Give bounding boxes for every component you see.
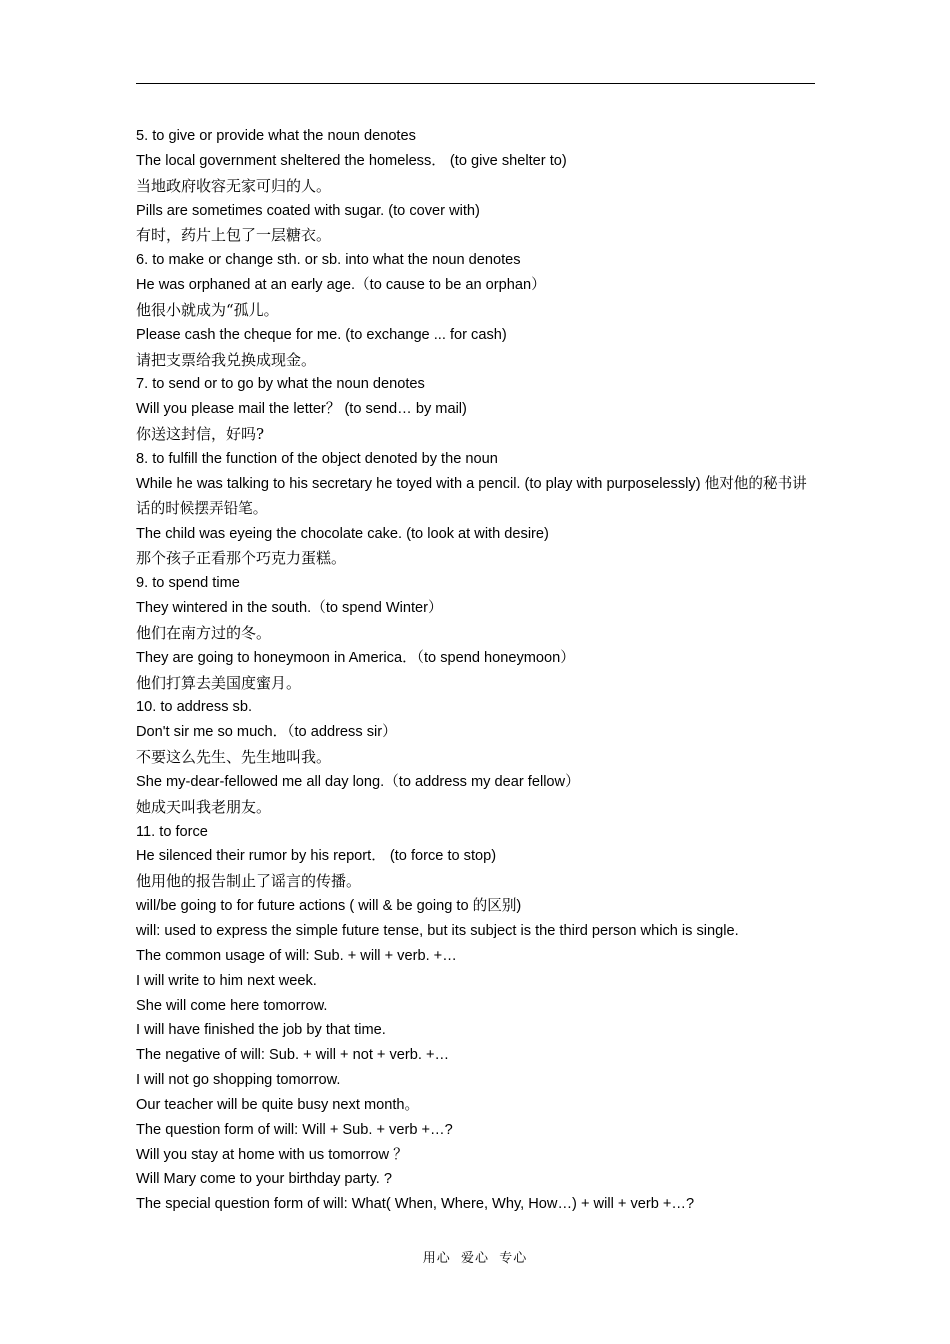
text-line: While he was talking to his secretary he toyed with a pencil. (to play with purposelessly) 他对他的秘书讲话的时候摆弄铅笔。 xyxy=(136,475,807,517)
section-heading: 9. to spend time xyxy=(136,575,240,592)
section-heading: 10. to address sb. xyxy=(136,699,253,716)
text-line: Don't sir me so much．（to address sir） xyxy=(136,724,397,741)
text-line: Please cash the cheque for me. (to exchange ... for cash) xyxy=(136,326,507,343)
chinese-translation-line: 你送这封信，好吗? xyxy=(136,425,265,444)
chinese-translation-line: 他很小就成为“孤儿。 xyxy=(136,300,279,319)
page-footer: 用心 爱心 专心 xyxy=(422,1251,528,1266)
text-line: Will Mary come to your birthday party. ? xyxy=(136,1171,393,1188)
text-line: The special question form of will: What( When, Where, Why, How…) + will + verb +…? xyxy=(136,1196,695,1213)
text-line: She will come here tomorrow. xyxy=(136,997,328,1014)
text-line: The child was eyeing the chocolate cake. (to look at with desire) xyxy=(136,525,549,542)
text-line: I will have finished the job by that time. xyxy=(136,1022,386,1039)
text-line: The negative of will: Sub. + will + not + verb. +… xyxy=(136,1047,450,1064)
section-heading: 7. to send or to go by what the noun denotes xyxy=(136,376,425,393)
chinese-translation-line: 他们打算去美国度蜜月。 xyxy=(136,673,302,692)
chinese-translation-line: 他们在南方过的冬。 xyxy=(136,623,272,642)
text-line: Will you please mail the letter？ (to send… by mail) xyxy=(136,401,467,418)
text-line: Pills are sometimes coated with sugar. (to cover with) xyxy=(136,202,480,219)
chinese-translation-line: 不要这么先生、先生地叫我。 xyxy=(136,748,332,767)
section-heading: 11. to force xyxy=(136,823,208,840)
chinese-translation-line: 当地政府收容无家可归的人。 xyxy=(136,176,332,195)
header-rule xyxy=(136,83,815,84)
text-line: will/be going to for future actions ( will & be going to 的区别) xyxy=(136,898,522,915)
text-line: She my-dear-fellowed me all day long.（to address my dear fellow） xyxy=(136,773,580,790)
chinese-translation-line: 有时，药片上包了一层糖衣。 xyxy=(136,226,332,245)
text-line: I will write to him next week. xyxy=(136,972,317,989)
text-line: He silenced their rumor by his report． (to force to stop) xyxy=(136,848,497,865)
text-line: The common usage of will: Sub. + will + verb. +… xyxy=(136,947,457,964)
text-line: They wintered in the south.（to spend Winter） xyxy=(136,600,443,617)
section-heading: 5. to give or provide what the noun denotes xyxy=(136,128,416,144)
text-line: I will not go shopping tomorrow. xyxy=(136,1072,341,1089)
text-line: The question form of will: Will + Sub. + verb +…? xyxy=(136,1121,453,1138)
section-heading: 6. to make or change sth. or sb. into what the noun denotes xyxy=(136,252,521,269)
chinese-translation-line: 那个孩子正看那个巧克力蛋糕。 xyxy=(136,549,347,568)
section-heading: 8. to fulfill the function of the object denoted by the noun xyxy=(136,450,498,467)
text-line: They are going to honeymoon in America．（to spend honeymoon） xyxy=(136,649,575,666)
text-line: He was orphaned at an early age.（to cause to be an orphan） xyxy=(136,277,546,294)
text-line: Will you stay at home with us tomorrow ？ xyxy=(136,1146,408,1163)
chinese-translation-line: 请把支票给我兑换成现金。 xyxy=(136,350,317,369)
document-body xyxy=(136,124,816,1217)
chinese-translation-line: 他用他的报告制止了谣言的传播。 xyxy=(136,872,362,891)
text-line: will: used to express the simple future tense, but its subject is the third person which is single. xyxy=(136,923,739,939)
text-line: Our teacher will be quite busy next month。 xyxy=(136,1096,420,1113)
text-line: The local government sheltered the homeless． (to give shelter to) xyxy=(136,152,567,169)
chinese-translation-line: 她成天叫我老朋友。 xyxy=(136,797,272,816)
